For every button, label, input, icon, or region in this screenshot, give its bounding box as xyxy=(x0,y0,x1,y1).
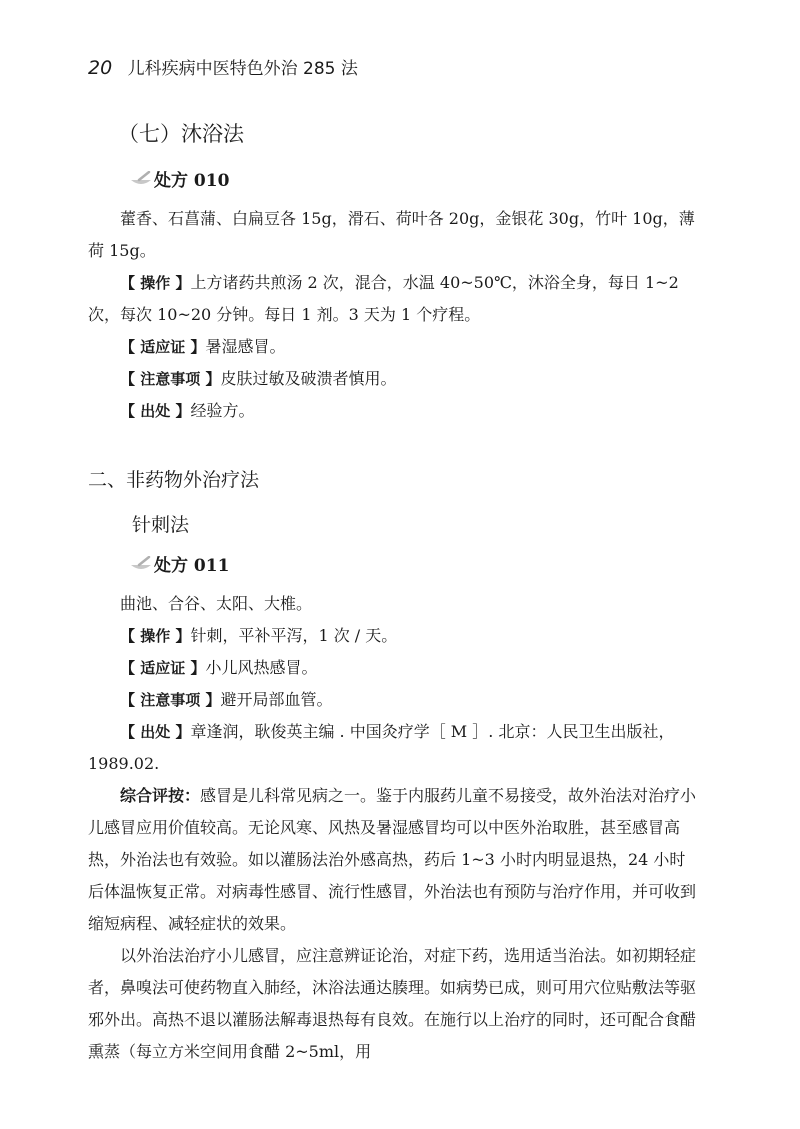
ingredients: 藿香、石菖蒲、白扁豆各 15g，滑石、荷叶各 20g，金银花 30g，竹叶 10g，薄荷 15g。 xyxy=(88,209,695,260)
caution-text: 皮肤过敏及破溃者慎用。 xyxy=(220,369,397,388)
source xyxy=(88,395,700,427)
indication-text: 小儿风热感冒。 xyxy=(205,658,318,677)
source-label: 【 出处 】 xyxy=(120,402,191,420)
acupoints: 曲池、合谷、太阳、大椎。 xyxy=(120,594,313,613)
method-title: 针刺法 xyxy=(132,514,190,536)
mortar-icon xyxy=(130,556,152,572)
source-text: 章逢润，耿俊英主编 . 中国灸疗学［ M ］. 北京：人民卫生出版社，1989.02. xyxy=(88,722,675,773)
commentary-text: 感冒是儿科常见病之一。鉴于内服药儿童不易接受，故外治法对治疗小儿感冒应用价值较高。无论风寒、风热及暑湿感冒均可以中医外治取胜，甚至感冒高热，外治法也有效验。如以灌肠法治外感高热，药后 1~3 小时内明显退热，24 小时后体温恢复正常。对病毒性感冒、流行性感冒，外治法也有预防与治疗作用，并可收到缩短病程、减轻症状的效果。 xyxy=(88,786,697,933)
prescription-label: 处方 011 xyxy=(154,556,230,576)
page-number: 20 xyxy=(88,57,113,79)
commentary-paragraph-2: 以外治法治疗小儿感冒，应注意辨证论治，对症下药，选用适当治法。如初期轻症者，鼻嗅法可使药物直入肺经，沐浴法通达腠理。如病势已成，则可用穴位贴敷法等驱邪外出。高热不退以灌肠法解毒退热每有良效。在施行以上治疗的同时，还可配合食醋熏蒸（每立方米空间用食醋 2~5ml，用 xyxy=(88,946,697,1061)
source xyxy=(88,716,700,780)
indication xyxy=(88,652,700,684)
book-title: 儿科疾病中医特色外治 285 法 xyxy=(127,59,358,79)
prescription-label: 处方 010 xyxy=(154,171,230,191)
mortar-icon xyxy=(130,171,152,187)
operation-text: 上方诸药共煎汤 2 次，混合，水温 40~50℃，沐浴全身，每日 1~2 次，每次 10~20 分钟。每日 1 剂。3 天为 1 个疗程。 xyxy=(88,273,679,324)
caution xyxy=(88,684,700,716)
operation xyxy=(88,620,700,652)
page-content xyxy=(88,118,700,1068)
commentary-paragraph xyxy=(88,780,700,940)
caution xyxy=(88,363,700,395)
indication xyxy=(88,331,700,363)
source-text: 经验方。 xyxy=(190,401,255,420)
indication-label: 【 适应证 】 xyxy=(120,338,206,356)
running-header xyxy=(88,54,358,79)
operation xyxy=(88,267,700,331)
caution-text: 避开局部血管。 xyxy=(220,690,333,709)
indication-text: 暑湿感冒。 xyxy=(205,337,286,356)
operation-label: 【 操作 】 xyxy=(120,627,191,645)
caution-label: 【 注意事项 】 xyxy=(120,370,221,388)
caution-label: 【 注意事项 】 xyxy=(120,691,221,709)
operation-text: 针刺，平补平泻，1 次 / 天。 xyxy=(190,626,398,645)
prescription-heading xyxy=(130,551,700,576)
source-label: 【 出处 】 xyxy=(120,723,191,741)
section-title: 二、非药物外治疗法 xyxy=(88,469,260,491)
prescription-heading xyxy=(130,166,700,191)
operation-label: 【 操作 】 xyxy=(120,274,191,292)
commentary-label: 综合评按： xyxy=(120,786,201,805)
subsection-title: （七）沐浴法 xyxy=(118,122,244,146)
indication-label: 【 适应证 】 xyxy=(120,659,206,677)
